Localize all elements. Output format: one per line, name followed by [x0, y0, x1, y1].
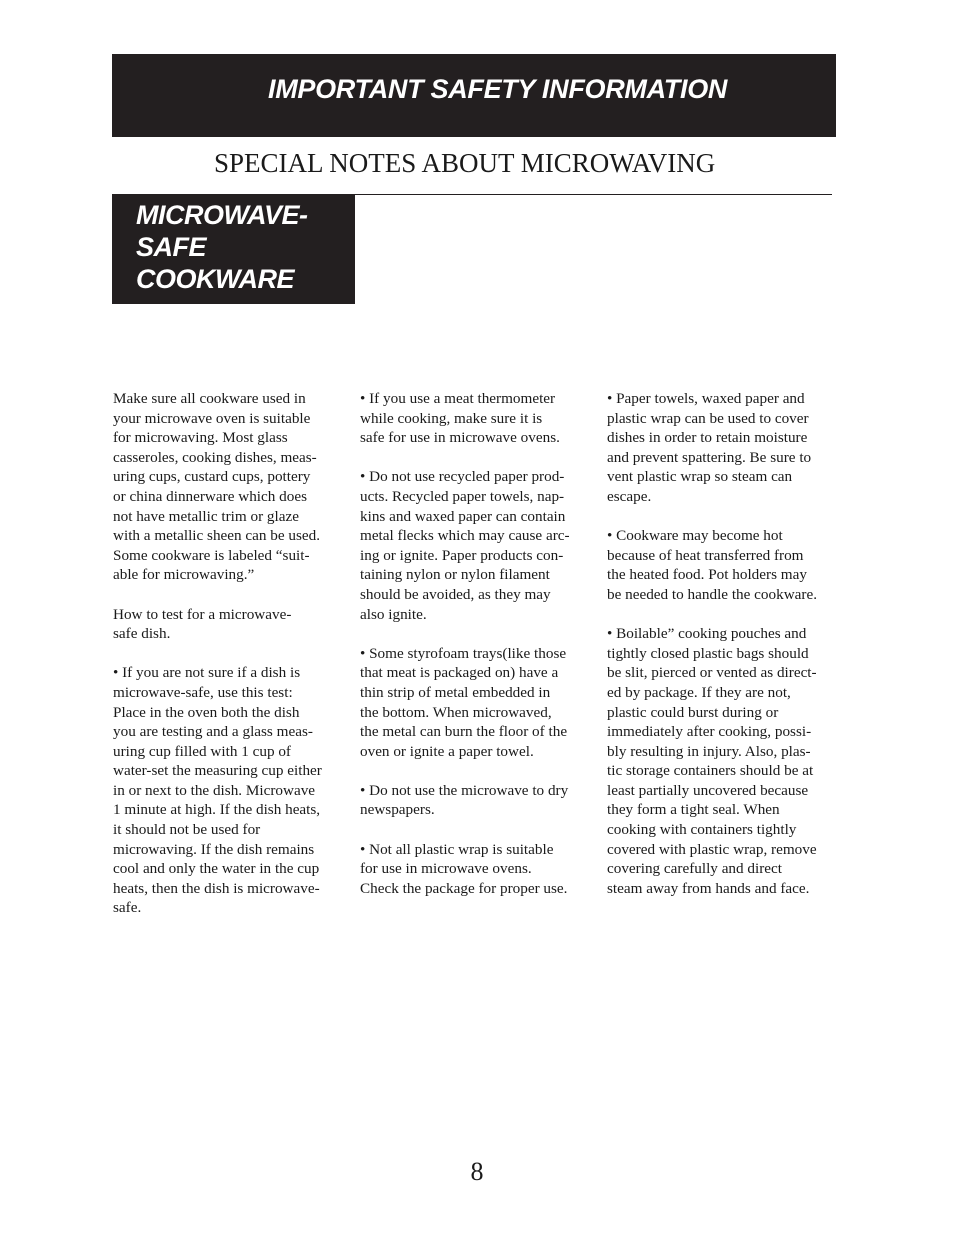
column-paragraph: • Do not use recycled paper prod- ucts. Recycled paper towels, nap- kins and waxed paper can contain metal flecks which may cause arc- ing or ignite. Paper products con- taining nylon or nylon filament should be avoided, as they may also ignite. — [360, 468, 570, 623]
header-title: IMPORTANT SAFETY INFORMATION — [268, 74, 728, 104]
text-column-middle — [360, 389, 592, 918]
column-paragraph: • Boilable” cooking pouches and tightly closed plastic bags should be slit, pierced or vented as direct- ed by package. If they are not, plastic could burst during or immediately after cooking, possi- bly resulting in injury. Also, plas- tic storage containers should be at least partially uncovered because they form a tight seal. When cooking with containers tightly covered with plastic wrap, remove covering carefully and direct steam away from hands and face. — [607, 625, 817, 897]
text-column-right — [607, 389, 839, 918]
text-column-left — [113, 389, 343, 938]
column-paragraph: • Paper towels, waxed paper and plastic wrap can be used to cover dishes in order to retain moisture and prevent spattering. Be sure to vent plastic wrap so steam can escape. — [607, 390, 812, 505]
section-title: SPECIAL NOTES ABOUT MICROWAVING — [214, 148, 716, 178]
column-paragraph: • If you are not sure if a dish is microwave-safe, use this test: Place in the oven both the dish you are testing and a glass meas- uring cup filled with 1 cup of water-set the measuring cup either in or next to the dish. Microwave 1 minute at high. If the dish heats, it should not be used for microwaving. If the dish remains cool and only the water in the cup heats, then the dish is microwave- safe. — [113, 664, 322, 917]
side-label-text: MICROWAVE- SAFE COOKWARE — [136, 200, 308, 294]
column-paragraph: • Cookware may become hot because of heat transferred from the heated food. Pot holders may be needed to handle the cookware. — [607, 527, 817, 603]
section-divider — [355, 194, 832, 195]
column-paragraph: • Do not use the microwave to dry newspapers. — [360, 781, 569, 819]
side-label-box — [112, 194, 355, 304]
column-paragraph: • Some styrofoam trays(like those that meat is packaged on) have a thin strip of metal embedded in the bottom. When microwaved, the metal can burn the floor of the oven or ignite a paper towel. — [360, 644, 568, 760]
header-banner — [112, 54, 836, 137]
page-number: 8 — [470, 1157, 484, 1186]
column-paragraph: • If you use a meat thermometer while cooking, make sure it is safe for use in microwave ovens. — [360, 390, 560, 447]
column-paragraph: How to test for a microwave- safe dish. — [113, 605, 292, 643]
column-paragraph: Make sure all cookware used in your microwave oven is suitable for microwaving. Most glass casseroles, cooking dishes, meas- uring cups, custard cups, pottery or china dinnerware which does not have metallic trim or glaze with a metallic sheen can be used. Some cookware is labeled “suit- able for microwaving.” — [113, 390, 321, 584]
column-paragraph: • Not all plastic wrap is suitable for use in microwave ovens. Check the package for proper use. — [360, 840, 568, 897]
